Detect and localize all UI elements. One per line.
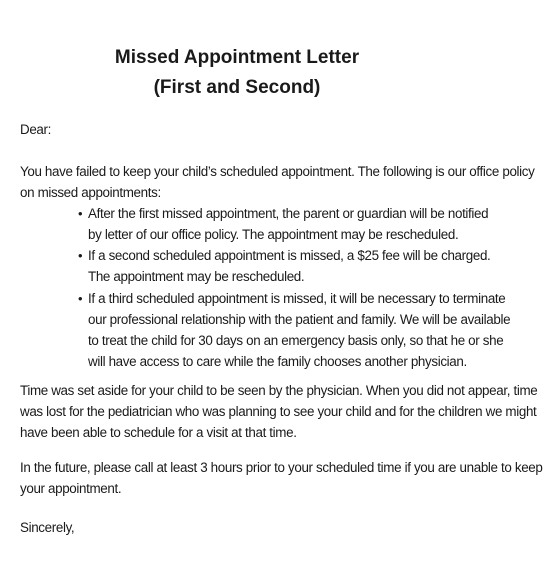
intro-line: on missed appointments: <box>20 185 161 200</box>
bullet-item <box>88 288 511 372</box>
bullet-line: If a third scheduled appointment is missed, it will be necessary to terminate <box>88 291 506 306</box>
salutation-text: Dear: <box>20 122 51 137</box>
bullet-line: to treat the child for 30 days on an emergency basis only, so that he or she <box>88 333 504 348</box>
paragraph-line: In the future, please call at least 3 hours prior to your scheduled time if you are unable to keep <box>20 460 543 475</box>
intro-line: You have failed to keep your child’s scheduled appointment. The following is our office policy <box>20 164 535 179</box>
paragraph-line: your appointment. <box>20 481 122 496</box>
title-line-2: (First and Second) <box>153 77 321 98</box>
title-line-1: Missed Appointment Letter <box>114 47 360 68</box>
paragraph-future <box>20 457 543 499</box>
bullet-item <box>88 203 489 245</box>
bullet-icon: • <box>78 291 83 306</box>
paragraph-line: Time was set aside for your child to be seen by the physician. When you did not appear, time <box>20 383 538 398</box>
bullet-line: After the first missed appointment, the parent or guardian will be notified <box>88 206 489 221</box>
paragraph-time <box>20 380 538 443</box>
bullet-line: will have access to care while the family chooses another physician. <box>88 354 467 369</box>
bullet-line: The appointment may be rescheduled. <box>88 269 305 284</box>
bullet-line: our professional relationship with the patient and family. We will be available <box>88 312 511 327</box>
bullet-icon: • <box>78 248 83 263</box>
bullet-item <box>88 245 491 287</box>
closing <box>20 517 460 538</box>
bullet-icon: • <box>78 206 83 221</box>
paragraph-line: have been able to schedule for a visit at that time. <box>20 425 297 440</box>
intro-paragraph <box>20 161 535 203</box>
bullet-line: by letter of our office policy. The appointment may be rescheduled. <box>88 227 459 242</box>
bullet-line: If a second scheduled appointment is missed, a $25 fee will be charged. <box>88 248 491 263</box>
salutation <box>20 119 460 140</box>
paragraph-line: was lost for the pediatrician who was planning to see your child and for the children we might <box>20 404 537 419</box>
closing-text: Sincerely, <box>20 520 75 535</box>
